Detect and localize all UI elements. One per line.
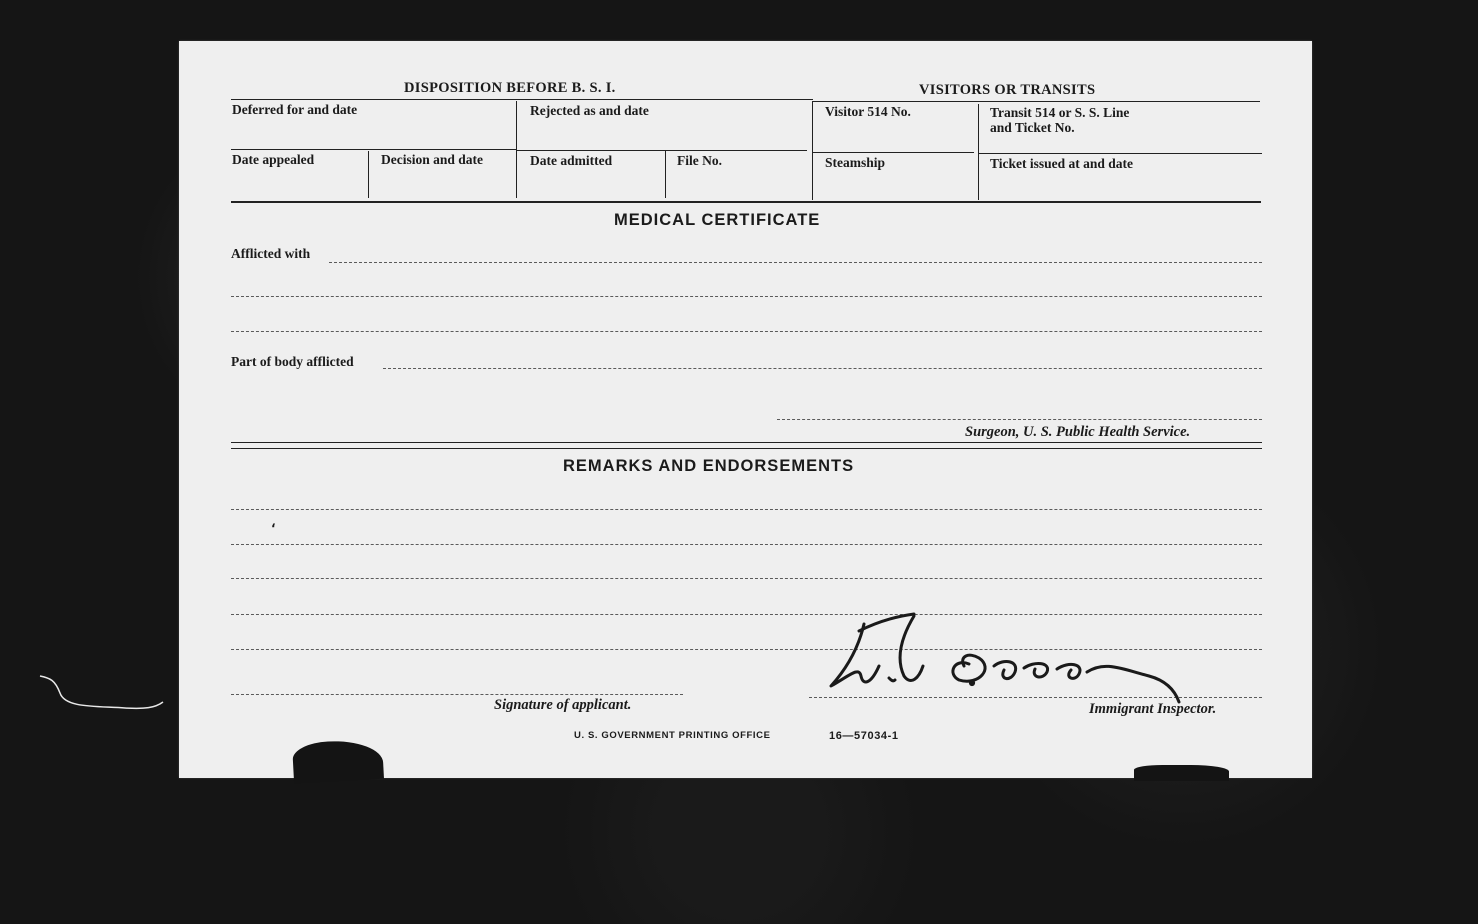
steamship-label: Steamship — [825, 155, 886, 170]
visitors-mid-rule-left — [813, 152, 974, 153]
afflicted-with-label: Afflicted with — [231, 246, 311, 261]
inspector-label: Immigrant Inspector. — [1089, 701, 1217, 717]
applicant-signature-line — [231, 694, 683, 695]
remarks-line-3 — [231, 578, 1262, 579]
visitor-514-label: Visitor 514 No. — [825, 104, 911, 119]
stray-ink-mark: ، — [271, 516, 276, 531]
transit-label-line2: and Ticket No. — [990, 120, 1075, 135]
disposition-top-rule — [231, 99, 813, 100]
date-admitted-label: Date admitted — [530, 153, 613, 168]
afflicted-dotted-line-1 — [329, 262, 1262, 263]
top-section-bottom-rule — [231, 201, 1261, 203]
immigration-record-card — [179, 41, 1312, 778]
disposition-heading: DISPOSITION BEFORE B. S. I. — [404, 80, 616, 96]
file-no-label: File No. — [677, 153, 722, 168]
ticket-issued-label: Ticket issued at and date — [990, 156, 1134, 171]
deferred-label: Deferred for and date — [232, 102, 358, 117]
body-part-dotted-line — [383, 368, 1262, 369]
admitted-divider — [665, 151, 666, 198]
visitors-top-rule — [812, 101, 1260, 102]
scan-fiber-mark — [35, 668, 170, 718]
applicant-signature-label: Signature of applicant. — [494, 697, 632, 713]
body-part-label: Part of body afflicted — [231, 354, 354, 369]
form-number: 16—57034-1 — [829, 730, 899, 742]
surgeon-signature-line — [777, 419, 1262, 420]
disposition-mid-rule-right — [517, 150, 807, 151]
printer-imprint: U. S. GOVERNMENT PRINTING OFFICE — [574, 730, 771, 741]
surgeon-label: Surgeon, U. S. Public Health Service. — [965, 424, 1191, 440]
appealed-divider — [368, 151, 369, 198]
medical-bottom-rule-1 — [231, 442, 1262, 443]
remarks-line-1 — [231, 509, 1262, 510]
remarks-line-2 — [231, 544, 1262, 545]
visitors-left-divider — [812, 102, 813, 200]
visitors-heading: VISITORS OR TRANSITS — [919, 82, 1096, 98]
torn-edge-left — [292, 739, 384, 784]
disposition-mid-rule-left — [231, 149, 516, 150]
transit-label-line1: Transit 514 or S. S. Line — [990, 105, 1130, 120]
medical-bottom-rule-2 — [231, 448, 1262, 449]
rejected-label: Rejected as and date — [530, 103, 649, 118]
afflicted-dotted-line-3 — [231, 331, 1262, 332]
medical-certificate-heading: MEDICAL CERTIFICATE — [614, 211, 821, 229]
afflicted-dotted-line-2 — [231, 296, 1262, 297]
date-appealed-label: Date appealed — [232, 152, 315, 167]
decision-label: Decision and date — [381, 152, 484, 167]
torn-edge-right — [1134, 765, 1229, 781]
visitors-mid-rule-right — [979, 153, 1262, 154]
remarks-heading: REMARKS AND ENDORSEMENTS — [563, 457, 855, 475]
visitors-mid-divider — [978, 104, 979, 200]
